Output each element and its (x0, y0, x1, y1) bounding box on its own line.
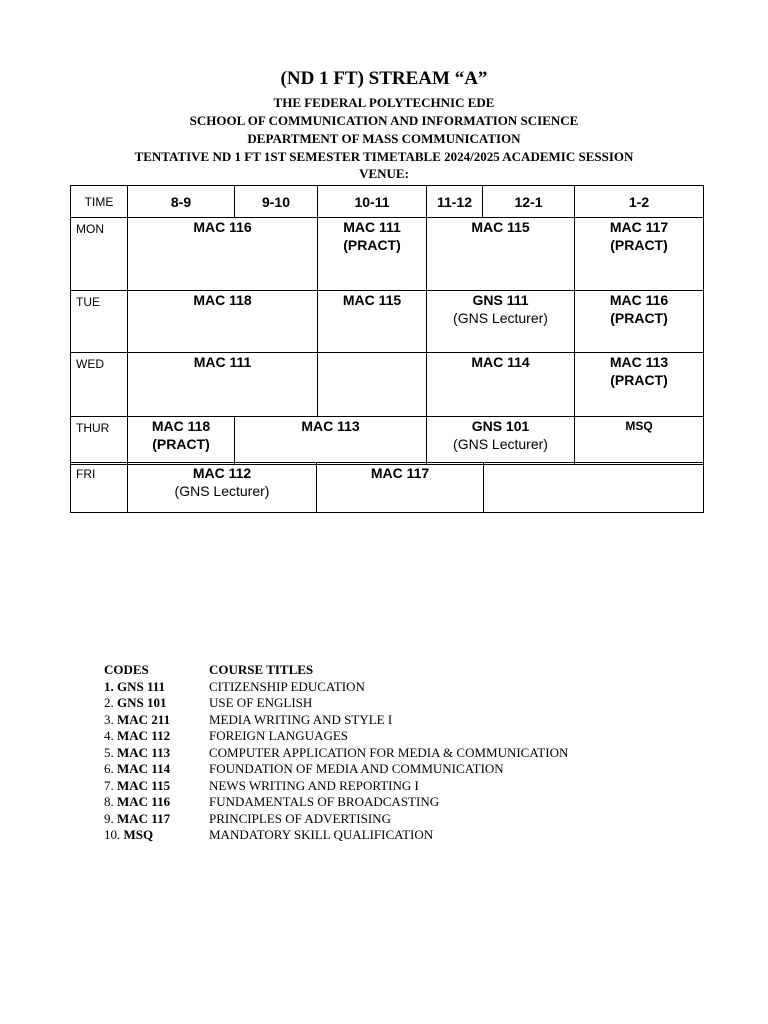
venue-label: VENUE: (359, 166, 409, 181)
item-num: 3. (104, 711, 114, 727)
list-item (104, 778, 568, 795)
day-row-fri (70, 462, 704, 513)
course-code: MAC 118 (151, 418, 211, 434)
course-code: MAC 114 (117, 761, 171, 776)
time-header: TIME (71, 186, 128, 218)
list-item (104, 827, 568, 844)
course-code: MAC 115 (342, 292, 402, 308)
slot-header: 9-10 (235, 186, 318, 218)
timetable-title: TENTATIVE ND 1 FT 1ST SEMESTER TIMETABLE 2024/2025 ACADEMIC SESSION (134, 149, 634, 164)
course-code: MAC 113 (609, 354, 669, 370)
day-label: THUR (71, 417, 128, 465)
item-num: 6. (104, 761, 114, 776)
day-row-wed (71, 353, 704, 417)
slot-header: 11-12 (427, 186, 483, 218)
list-item (104, 728, 568, 745)
course-cell (575, 218, 704, 291)
lecturer-note: (GNS Lecturer) (174, 483, 270, 499)
list-item (104, 695, 568, 712)
course-title: USE OF ENGLISH (209, 695, 313, 710)
item-num: 7. (104, 777, 114, 793)
day-row-mon (71, 218, 704, 291)
department-name: DEPARTMENT OF MASS COMMUNICATION (247, 131, 521, 146)
course-cell (318, 291, 427, 353)
day-label: TUE (71, 291, 128, 353)
course-code: GNS 111 (117, 678, 166, 694)
course-cell (427, 417, 575, 465)
empty-cell (484, 463, 704, 513)
course-title: MEDIA WRITING AND STYLE I (209, 711, 393, 727)
item-num: 8. (104, 794, 114, 809)
course-title: FOREIGN LANGUAGES (209, 728, 349, 743)
list-item (104, 745, 568, 762)
course-code: MAC 117 (609, 219, 669, 235)
course-title: MANDATORY SKILL QUALIFICATION (209, 827, 434, 842)
course-code: MAC 117 (370, 465, 430, 481)
course-title: CITIZENSHIP EDUCATION (209, 678, 365, 694)
course-cell (235, 417, 427, 465)
list-item (104, 811, 568, 828)
course-title: COMPUTER APPLICATION FOR MEDIA & COMMUNICATION (209, 744, 569, 760)
day-label: FRI (71, 463, 128, 513)
course-code: MAC 115 (117, 777, 171, 793)
course-type: (PRACT) (152, 436, 210, 452)
slot-header: 8-9 (128, 186, 235, 218)
course-code: GNS 101 (471, 418, 530, 434)
course-code: MAC 112 (192, 465, 252, 481)
course-code: MAC 116 (193, 219, 252, 235)
course-code: MAC 115 (471, 219, 530, 235)
course-code: GNS 101 (117, 695, 167, 710)
titles-heading: COURSE TITLES (209, 662, 314, 677)
slot-header: 1-2 (575, 186, 704, 218)
item-num: 1. (104, 678, 114, 694)
day-row-tue (71, 291, 704, 353)
item-num: 9. (104, 810, 114, 826)
course-code: MAC 111 (193, 354, 252, 370)
course-code: MAC 116 (609, 292, 669, 308)
course-cell (128, 417, 235, 465)
course-code: MAC 117 (117, 810, 171, 826)
course-cell (575, 417, 704, 465)
list-item (104, 761, 568, 778)
day-label: MON (71, 218, 128, 291)
list-item (104, 679, 568, 696)
empty-cell (318, 353, 427, 417)
course-cell (427, 218, 575, 291)
slot-header: 10-11 (318, 186, 427, 218)
course-code: MAC 114 (471, 354, 530, 370)
course-cell (575, 291, 704, 353)
course-code: MAC 118 (193, 292, 252, 308)
course-title: FUNDAMENTALS OF BROADCASTING (209, 794, 440, 809)
day-row-thur (71, 417, 704, 465)
day-label: WED (71, 353, 128, 417)
course-title: NEWS WRITING AND REPORTING I (209, 777, 419, 793)
course-cell (427, 353, 575, 417)
codes-heading: CODES (104, 662, 149, 677)
page-title: (ND 1 FT) STREAM “A” (280, 68, 488, 89)
lecturer-note: (GNS Lecturer) (453, 436, 548, 452)
course-cell (318, 218, 427, 291)
course-code: MSQ (625, 419, 653, 433)
item-num: 4. (104, 728, 114, 743)
course-code: MSQ (123, 827, 154, 842)
course-code: MAC 116 (117, 794, 171, 809)
course-type: (PRACT) (343, 237, 401, 253)
course-cell (575, 353, 704, 417)
school-name: SCHOOL OF COMMUNICATION AND INFORMATION SCIENCE (189, 113, 579, 128)
item-num: 5. (104, 744, 114, 760)
course-code: MAC 113 (301, 418, 360, 434)
course-code: MAC 112 (117, 728, 171, 743)
course-cell (317, 463, 484, 513)
slot-header: 12-1 (483, 186, 575, 218)
course-title: FOUNDATION OF MEDIA AND COMMUNICATION (209, 761, 504, 776)
course-cell (128, 353, 318, 417)
institution-name: THE FEDERAL POLYTECHNIC EDE (273, 95, 495, 110)
item-num: 10. (104, 827, 121, 842)
course-cell (128, 218, 318, 291)
course-type: (PRACT) (610, 237, 668, 253)
course-type: (PRACT) (610, 310, 668, 326)
course-cell (128, 291, 318, 353)
course-code: MAC 113 (117, 744, 171, 760)
item-num: 2. (104, 695, 114, 710)
course-codes-list (104, 662, 568, 844)
course-code: MAC 211 (117, 711, 171, 727)
timetable-grid (70, 185, 704, 465)
course-cell (427, 291, 575, 353)
course-title: PRINCIPLES OF ADVERTISING (209, 810, 391, 826)
course-code: GNS 111 (472, 292, 529, 308)
lecturer-note: (GNS Lecturer) (453, 310, 548, 326)
course-type: (PRACT) (610, 372, 668, 388)
list-item (104, 794, 568, 811)
list-item (104, 712, 568, 729)
course-code: MAC 111 (343, 219, 401, 235)
time-header-row (71, 186, 704, 218)
codes-header (104, 662, 568, 679)
course-cell (128, 463, 317, 513)
